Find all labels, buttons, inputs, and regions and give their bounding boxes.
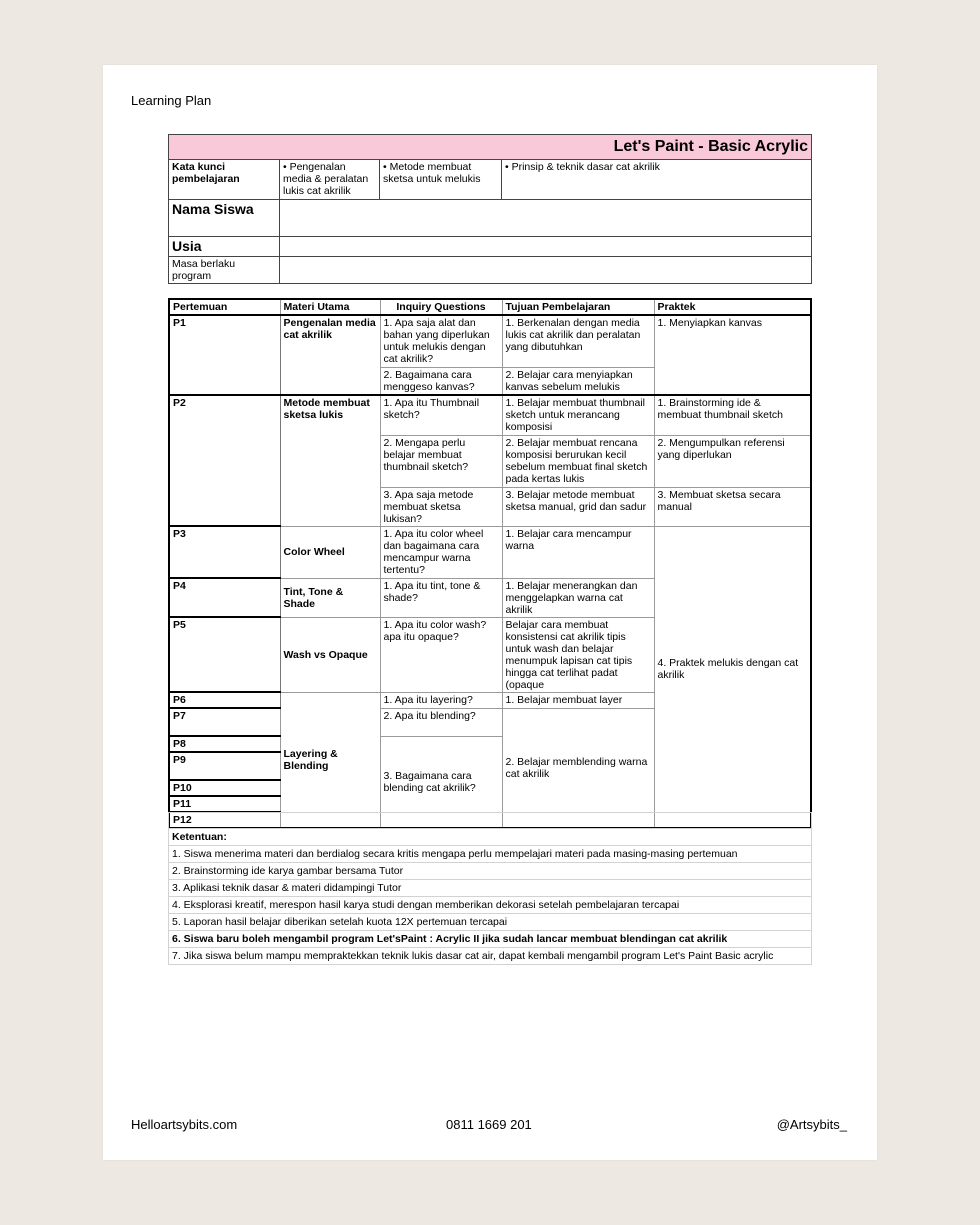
inquiry-question: 3. Apa saja metode membuat sketsa lukisan?	[380, 487, 502, 526]
main-topic: Metode membuat sketsa lukis	[280, 395, 380, 526]
rule-item: 4. Eksplorasi kreatif, merespon hasil karya studi dengan memberikan dekorasi setelah pembelajaran tercapai	[169, 897, 812, 914]
footer-social: @Artsybits_	[776, 1117, 847, 1132]
inquiry-question: 1. Apa itu layering?	[380, 692, 502, 708]
main-topic: Pengenalan media cat akrilik	[280, 315, 380, 395]
learning-goal: 2. Belajar cara menyiapkan kanvas sebelum melukis	[502, 367, 654, 395]
learning-plan-table	[168, 298, 812, 829]
learning-goal: 1. Belajar membuat thumbnail sketch untuk merancang komposisi	[502, 395, 654, 435]
inquiry-question: 1. Apa itu Thumbnail sketch?	[380, 395, 502, 435]
meeting-code: P6	[169, 692, 280, 708]
learning-goal: 1. Berkenalan dengan media lukis cat akrilik dan peralatan yang dibutuhkan	[502, 315, 654, 367]
learning-goal: 1. Belajar cara mencampur warna	[502, 526, 654, 578]
column-header: Pertemuan	[169, 299, 280, 315]
meeting-code: P4	[169, 578, 280, 617]
student-name-field[interactable]	[280, 200, 812, 237]
learning-goal: Belajar cara membuat konsistensi cat akrilik tipis untuk wash dan belajar menumpuk lapisan cat tipis hingga cat terlihat padat (opaque	[502, 617, 654, 692]
meeting-code: P10	[169, 780, 280, 796]
validity-field[interactable]	[280, 257, 812, 284]
practice-item: 1. Menyiapkan kanvas	[654, 315, 811, 395]
validity-label: Masa berlaku program	[169, 257, 280, 284]
meeting-code: P9	[169, 752, 280, 780]
column-header: Tujuan Pembelajaran	[502, 299, 654, 315]
inquiry-question: 3. Bagaimana cara blending cat akrilik?	[380, 736, 502, 828]
footer-phone: 0811 1669 201	[446, 1117, 532, 1132]
learning-goal: 2. Belajar memblending warna cat akrilik	[502, 708, 654, 828]
rules-spacer	[169, 813, 812, 829]
keyword-item: • Metode membuat sketsa untuk melukis	[380, 160, 502, 200]
meeting-code: P1	[169, 315, 280, 395]
student-name-label: Nama Siswa	[169, 200, 280, 237]
practice-item: 3. Membuat sketsa secara manual	[654, 487, 811, 526]
learning-goal: 1. Belajar menerangkan dan menggelapkan warna cat akrilik	[502, 578, 654, 617]
column-header: Inquiry Questions	[380, 299, 502, 315]
learning-goal: 3. Belajar metode membuat sketsa manual, grid dan sadur	[502, 487, 654, 526]
age-label: Usia	[169, 237, 280, 257]
inquiry-question: 1. Apa itu color wheel dan bagaimana cara mencampur warna tertentu?	[380, 526, 502, 578]
meeting-code: P12	[169, 812, 280, 828]
keyword-item: • Prinsip & teknik dasar cat akrilik	[502, 160, 812, 200]
learning-goal: 2. Belajar membuat rencana komposisi berurukan kecil sebelum membuat final sketch pada kertas lukis	[502, 435, 654, 487]
program-title: Let's Paint - Basic Acrylic	[169, 135, 812, 160]
rule-item: 6. Siswa baru boleh mengambil program Let'sPaint : Acrylic II jika sudah lancar membuat blendingan cat akrilik	[169, 931, 812, 948]
meeting-code: P7	[169, 708, 280, 736]
column-header: Praktek	[654, 299, 811, 315]
rule-item: 3. Aplikasi teknik dasar & materi didampingi Tutor	[169, 880, 812, 897]
main-topic: Tint, Tone & Shade	[280, 578, 380, 617]
rule-item: 5. Laporan hasil belajar diberikan setelah kuota 12X pertemuan tercapai	[169, 914, 812, 931]
meeting-code: P3	[169, 526, 280, 578]
keyword-item: • Pengenalan media & peralatan lukis cat akrilik	[280, 160, 380, 200]
inquiry-question: 1. Apa saja alat dan bahan yang diperlukan untuk melukis dengan cat akrilik?	[380, 315, 502, 367]
document-title: Learning Plan	[131, 93, 212, 108]
column-header: Materi Utama	[280, 299, 380, 315]
inquiry-question: 1. Apa itu color wash? apa itu opaque?	[380, 617, 502, 692]
meeting-code: P8	[169, 736, 280, 752]
meeting-code: P11	[169, 796, 280, 812]
practice-item: 2. Mengumpulkan referensi yang diperlukan	[654, 435, 811, 487]
meeting-code: P2	[169, 395, 280, 526]
rule-item: 1. Siswa menerima materi dan berdialog secara kritis mengapa perlu mempelajari materi pada masing-masing pertemuan	[169, 846, 812, 863]
rule-item: 2. Brainstorming ide karya gambar bersama Tutor	[169, 863, 812, 880]
inquiry-question: 2. Apa itu blending?	[380, 708, 502, 736]
inquiry-question: 2. Bagaimana cara menggeso kanvas?	[380, 367, 502, 395]
learning-goal: 1. Belajar membuat layer	[502, 692, 654, 708]
inquiry-question: 2. Mengapa perlu belajar membuat thumbnail sketch?	[380, 435, 502, 487]
main-topic: Color Wheel	[280, 526, 380, 578]
inquiry-question: 1. Apa itu tint, tone & shade?	[380, 578, 502, 617]
footer-website: Helloartsybits.com	[131, 1117, 238, 1132]
meeting-code: P5	[169, 617, 280, 692]
rules-table	[168, 812, 812, 965]
program-header-table	[168, 134, 812, 284]
practice-item: 4. Praktek melukis dengan cat akrilik	[654, 526, 811, 812]
main-topic: Wash vs Opaque	[280, 617, 380, 692]
rule-item: 7. Jika siswa belum mampu mempraktekkan teknik lukis dasar cat air, dapat kembali mengambil program Let's Paint Basic acrylic	[169, 948, 812, 965]
rules-title: Ketentuan:	[169, 829, 812, 846]
main-topic: Layering & Blending	[280, 692, 380, 828]
practice-item: 1. Brainstorming ide & membuat thumbnail sketch	[654, 395, 811, 435]
keywords-label: Kata kunci pembelajaran	[169, 160, 280, 200]
age-field[interactable]	[280, 237, 812, 257]
